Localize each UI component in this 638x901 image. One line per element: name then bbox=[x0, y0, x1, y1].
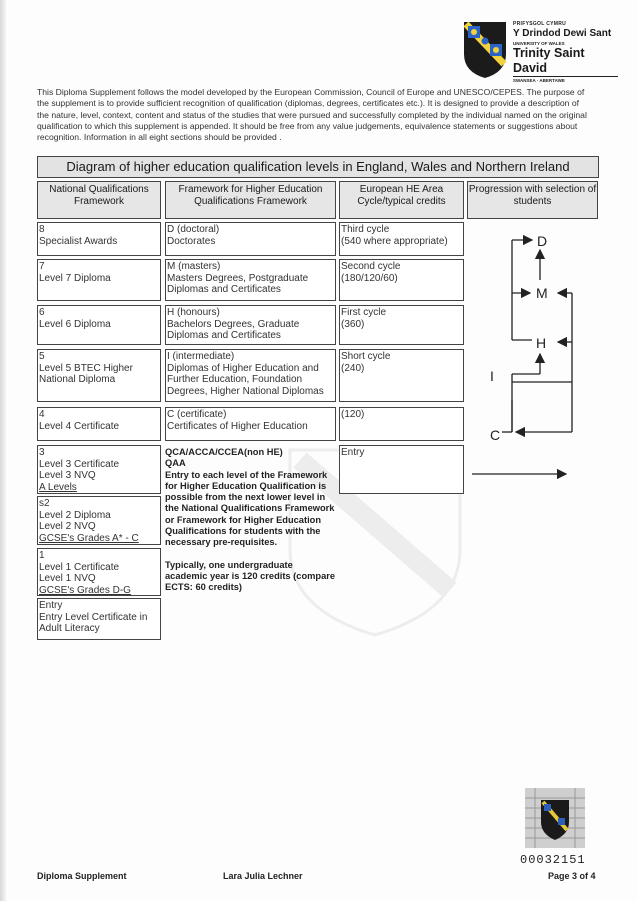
fheq-level-code: C (certificate) bbox=[167, 409, 227, 420]
ehea-cell-second-cycle bbox=[339, 259, 464, 301]
nqf-level-number: 4 bbox=[39, 409, 45, 420]
qaa-note bbox=[165, 447, 337, 605]
university-english-name: Trinity Saint David bbox=[513, 46, 585, 75]
ehea-cell-first-cycle bbox=[339, 305, 464, 345]
fheq-level-desc: Doctorates bbox=[167, 235, 216, 247]
nqf-cell-level-8 bbox=[37, 222, 161, 256]
diagram-title: Diagram of higher education qualification levels in England, Wales and Northern Ireland bbox=[37, 156, 599, 178]
header-fheq: Framework for Higher Education Qualifications Framework bbox=[165, 181, 336, 219]
nqf-cell-level-7 bbox=[37, 259, 161, 301]
nqf-level-name-cont: Level 3 NVQ bbox=[39, 470, 96, 481]
fheq-cell-certificate bbox=[165, 407, 336, 441]
fheq-level-desc: Certificates of Higher Education bbox=[167, 420, 308, 432]
fheq-level-code: I (intermediate) bbox=[167, 351, 235, 362]
nqf-level-name: Specialist Awards bbox=[39, 235, 118, 247]
header-nqf: National Qualifications Framework bbox=[37, 181, 161, 219]
nqf-cell-level-6 bbox=[37, 305, 161, 345]
nqf-level-name: Level 5 BTEC Higher bbox=[39, 362, 133, 374]
ehea-cell-entry bbox=[339, 445, 464, 494]
serial-number: 00032151 bbox=[520, 853, 586, 867]
progression-diagram bbox=[466, 222, 600, 482]
progression-label-h: H bbox=[536, 335, 547, 351]
ehea-cycle: Entry bbox=[341, 447, 365, 458]
nqf-level-name: Level 4 Certificate bbox=[39, 420, 120, 432]
nqf-level-name: Level 6 Diploma bbox=[39, 318, 111, 330]
divider bbox=[513, 76, 618, 77]
ehea-cell-120 bbox=[339, 407, 464, 441]
nqf-level-number: 8 bbox=[39, 224, 45, 235]
nqf-level-name-cont: National Diploma bbox=[39, 374, 116, 385]
header-progression: Progression with selection of students bbox=[467, 181, 598, 219]
nqf-level-name-cont: Level 1 NVQ bbox=[39, 573, 96, 584]
nqf-level-number: 7 bbox=[39, 261, 45, 272]
ehea-credits: (360) bbox=[341, 318, 365, 330]
nqf-level-name-cont: Level 2 NVQ bbox=[39, 521, 96, 532]
ehea-credits: (120) bbox=[341, 409, 365, 420]
header-ehea: European HE Area Cycle/typical credits bbox=[339, 181, 464, 219]
progression-label-c: C bbox=[490, 427, 501, 443]
ehea-credits: (180/120/60) bbox=[341, 272, 398, 284]
scan-edge-left bbox=[0, 0, 6, 901]
footer-center: Lara Julia Lechner bbox=[223, 871, 303, 881]
ehea-credits: (540 where appropriate) bbox=[341, 235, 448, 247]
university-crest-logo bbox=[462, 20, 508, 80]
ehea-cycle: Third cycle bbox=[341, 224, 390, 235]
nqf-level-number: 1 bbox=[39, 550, 45, 561]
nqf-cell-level-3 bbox=[37, 445, 161, 494]
nqf-level-name: Level 3 Certificate bbox=[39, 458, 120, 470]
ehea-credits: (240) bbox=[341, 362, 365, 374]
intro-paragraph: This Diploma Supplement follows the model developed by the European Commission, Council of Europe and UNESCO/CEPES. The purpose of the supplement is to provide sufficient recognition of qualification (diplomas, degrees, certificates etc.). It is designed to provide a description of the nature, level, context, content and status of the studies that were pursued and successfully completed by the individual named on the original qualification to which this supplement is appended. It should be free from any value judgements, equivalence statements or suggestions about recognition. Information in all eight sections should be provided . bbox=[37, 87, 587, 143]
ehea-cell-third-cycle bbox=[339, 222, 464, 256]
fheq-level-desc-cont: Diplomas and Certificates bbox=[167, 330, 281, 341]
fheq-level-desc: Bachelors Degrees, Graduate bbox=[167, 318, 300, 330]
fheq-level-code: M (masters) bbox=[167, 261, 221, 272]
qaa-body-line-2: QAA bbox=[165, 458, 186, 469]
nqf-level-number: Entry bbox=[39, 600, 63, 611]
nqf-cell-level-2 bbox=[37, 496, 161, 545]
nqf-level-name: Level 1 Certificate bbox=[39, 561, 120, 573]
ehea-cycle: Second cycle bbox=[341, 261, 401, 272]
ehea-cycle: Short cycle bbox=[341, 351, 391, 362]
fheq-level-desc: Masters Degrees, Postgraduate bbox=[167, 272, 309, 284]
university-location: SWANSEA · ABERTAWE bbox=[513, 78, 565, 84]
fheq-cell-intermediate bbox=[165, 349, 336, 402]
fheq-cell-doctoral bbox=[165, 222, 336, 256]
nqf-level-number: 3 bbox=[39, 447, 45, 458]
university-english-subtitle: UNIVERSITY OF WALES bbox=[513, 41, 565, 47]
fheq-level-code: D (doctoral) bbox=[167, 224, 220, 235]
qaa-credits-paragraph: Typically, one undergraduate academic year is 120 credits (compare ECTS: 60 credits) bbox=[165, 559, 336, 593]
nqf-level-name-cont: GCSE's Grades A* - C bbox=[39, 532, 139, 544]
nqf-level-number: 5 bbox=[39, 351, 45, 362]
fheq-cell-honours bbox=[165, 305, 336, 345]
nqf-level-name-cont: Adult Literacy bbox=[39, 623, 100, 634]
nqf-level-number: 6 bbox=[39, 307, 45, 318]
ehea-cycle: First cycle bbox=[341, 307, 386, 318]
fheq-level-desc-cont: Diplomas and Certificates bbox=[167, 284, 281, 295]
progression-label-d: D bbox=[537, 233, 548, 249]
progression-label-m: M bbox=[536, 285, 548, 301]
qaa-body-line-1: QCA/ACCA/CCEA(non HE) bbox=[165, 447, 283, 457]
nqf-level-name-cont: A Levels bbox=[39, 481, 77, 493]
security-hologram-stamp bbox=[525, 788, 585, 848]
nqf-cell-level-4 bbox=[37, 407, 161, 441]
progression-label-i: I bbox=[490, 368, 494, 384]
footer-left: Diploma Supplement bbox=[37, 871, 127, 881]
nqf-cell-level-5 bbox=[37, 349, 161, 402]
university-name-block bbox=[513, 22, 618, 83]
fheq-level-desc: Diplomas of Higher Education and bbox=[167, 362, 319, 374]
university-welsh-name: Y Drindod Dewi Sant bbox=[513, 27, 612, 39]
ehea-cell-short-cycle bbox=[339, 349, 464, 402]
qaa-entry-paragraph: Entry to each level of the Framework for Higher Education Qualification is possible from the next lower level in the National Qualifications Framework or Framework for Higher Education Qualifications for students with the necessary pre-requisites. bbox=[165, 469, 335, 548]
fheq-level-desc-cont: Further Education, Foundation bbox=[167, 374, 303, 385]
fheq-cell-masters bbox=[165, 259, 336, 301]
footer-page-number: Page 3 of 4 bbox=[548, 871, 596, 881]
nqf-level-name: Level 7 Diploma bbox=[39, 272, 111, 284]
university-welsh-subtitle: PRIFYSGOL CYMRU bbox=[513, 21, 567, 27]
nqf-cell-level-1 bbox=[37, 548, 161, 596]
nqf-level-name: Level 2 Diploma bbox=[39, 509, 111, 521]
nqf-level-name-cont: GCSE's Grades D-G bbox=[39, 584, 131, 596]
fheq-level-code: H (honours) bbox=[167, 307, 220, 318]
nqf-cell-entry bbox=[37, 598, 161, 640]
nqf-level-name: Entry Level Certificate in bbox=[39, 611, 148, 623]
nqf-level-number: s2 bbox=[39, 498, 50, 509]
fheq-level-desc-cont: Degrees, Higher National Diplomas bbox=[167, 385, 324, 397]
